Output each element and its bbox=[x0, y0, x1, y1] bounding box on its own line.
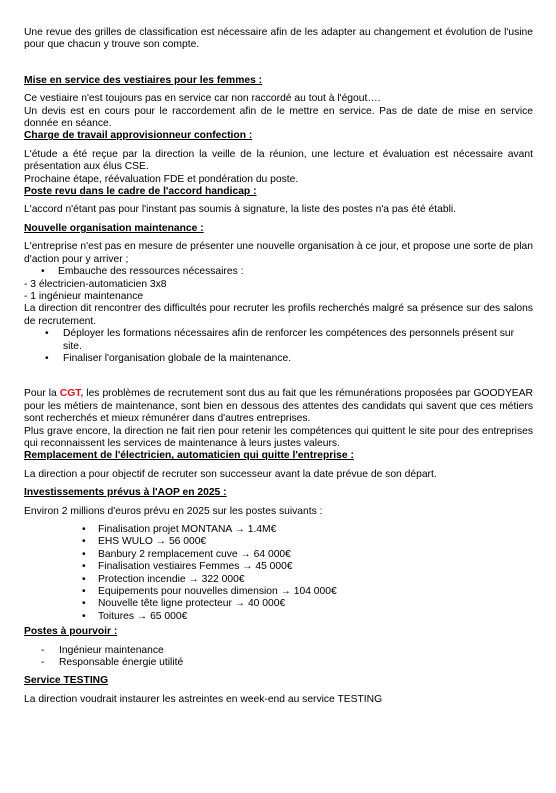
heading-vestiaires: Mise en service des vestiaires pour les femmes : bbox=[24, 74, 263, 86]
bullet-glyph: • bbox=[45, 352, 49, 364]
list-item: • Equipements pour nouvelles dimension → 104 000€ bbox=[82, 586, 337, 598]
remplacement-p1: La direction a pour objectif de recruter son successeur avant la date prévue de son départ. bbox=[24, 468, 437, 480]
list-item: • Finaliser l'organisation globale de la maintenance. bbox=[45, 352, 292, 364]
list-item: • Embauche des ressources nécessaires : bbox=[41, 266, 244, 278]
list-item: - Ingénieur maintenance bbox=[41, 644, 164, 656]
maintenance-line1: - 3 électricien-automaticien 3x8 bbox=[24, 278, 167, 290]
bullet-glyph: • bbox=[82, 524, 86, 535]
heading-testing: Service TESTING bbox=[24, 675, 109, 687]
heading-postes: Postes à pourvoir : bbox=[24, 626, 118, 638]
heading-charge: Charge de travail approvisionneur confection : bbox=[24, 130, 253, 142]
heading-remplacement: Remplacement de l'électricien, automaticien qui quitte l'entreprise : bbox=[24, 450, 354, 462]
list-item: • Déployer les formations nécessaires afin de renforcer les compétences des personnels présent sur site. bbox=[45, 328, 515, 352]
list-item: • Finalisation vestiaires Femmes → 45 000€ bbox=[82, 561, 293, 573]
maintenance-bullets-2 bbox=[24, 328, 533, 365]
testing-p1: La direction voudrait instaurer les astreintes en week-end au service TESTING bbox=[24, 693, 383, 705]
vestiaires-p2: Un devis est en cours pour le raccordement afin de le mettre en service. Pas de date de mise en service donnée en séance. bbox=[24, 105, 533, 130]
bullet-glyph: • bbox=[41, 266, 45, 278]
bullet-glyph: • bbox=[82, 573, 86, 585]
bullet-glyph: • bbox=[82, 610, 86, 622]
intro-paragraph: Une revue des grilles de classification est nécessaire afin de les adapter au changement et évolution de l'usine pour que chacun y trouve son compte. bbox=[24, 27, 533, 51]
maintenance-p2: La direction dit rencontrer des difficultés pour recruter les profils recherchés malgré sa présence sur des salons de recrutement. bbox=[24, 303, 533, 327]
heading-maintenance: Nouvelle organisation maintenance : bbox=[24, 222, 204, 234]
list-item: • Protection incendie → 322 000€ bbox=[82, 573, 245, 585]
maintenance-line2: - 1 ingénieur maintenance bbox=[24, 290, 144, 302]
heading-handicap: Poste revu dans le cadre de l'accord handicap : bbox=[24, 186, 257, 198]
maintenance-p3: Plus grave encore, la direction ne fait rien pour retenir les compétences qui quittent le site pour des entreprises qui reconnaissent les services de maintenance à leurs justes valeurs. bbox=[24, 425, 533, 449]
bullet-glyph: • bbox=[82, 598, 86, 610]
postes-list bbox=[24, 645, 533, 670]
list-item: • Toitures → 65 000€ bbox=[82, 610, 188, 622]
bullet-glyph: • bbox=[82, 536, 86, 548]
cgt-label: CGT, bbox=[59, 388, 84, 400]
investissements-list bbox=[24, 524, 533, 623]
bullet-glyph: - bbox=[41, 644, 45, 656]
vestiaires-p1: Ce vestiaire n'est toujours pas en service car non raccordé au tout à l'égout…. bbox=[24, 93, 381, 105]
investissements-p1: Environ 2 millions d'euros prévu en 2025 sur les postes suivants : bbox=[24, 505, 323, 517]
list-item: • EHS WULO → 56 000€ bbox=[82, 536, 207, 548]
list-item: • Nouvelle tête ligne protecteur → 40 000€ bbox=[82, 598, 286, 610]
cgt-paragraph: Pour la CGT, les problèmes de recrutement sont dus au fait que les rémunérations proposées par GOODYEAR pour les métiers de maintenance, sont bien en dessous des attentes des candidats qui savent que ces métiers sont recherchés et mieux rémunérer dans d'autres entreprises. bbox=[24, 388, 533, 425]
maintenance-bullets-1 bbox=[24, 266, 533, 278]
maintenance-p1: L'entreprise n'est pas en mesure de présenter une nouvelle organisation à ce jour, et propose une sorte de plan d'action pour y arriver ; bbox=[24, 241, 533, 265]
bullet-glyph: • bbox=[82, 548, 86, 560]
heading-investissements: Investissements prévus à l'AOP en 2025 : bbox=[24, 487, 227, 499]
bullet-glyph: • bbox=[82, 561, 86, 573]
list-item: • Finalisation projet MONTANA → 1.4M€ bbox=[82, 524, 277, 535]
document-page bbox=[24, 27, 533, 706]
bullet-glyph: • bbox=[45, 328, 49, 340]
list-item: - Responsable énergie utilité bbox=[41, 657, 184, 669]
charge-p2: Prochaine étape, réévaluation FDE et pondération du poste. bbox=[24, 173, 299, 185]
charge-p1: L'étude a été reçue par la direction la veille de la réunion, une lecture et évaluation est nécessaire avant présentation aux élus CSE. bbox=[24, 148, 533, 173]
bullet-glyph: - bbox=[41, 657, 45, 669]
list-item: • Banbury 2 remplacement cuve → 64 000€ bbox=[82, 548, 291, 560]
bullet-glyph: • bbox=[82, 586, 86, 598]
handicap-p1: L'accord n'étant pas pour l'instant pas soumis à signature, la liste des postes n'a pas été établi. bbox=[24, 204, 457, 216]
